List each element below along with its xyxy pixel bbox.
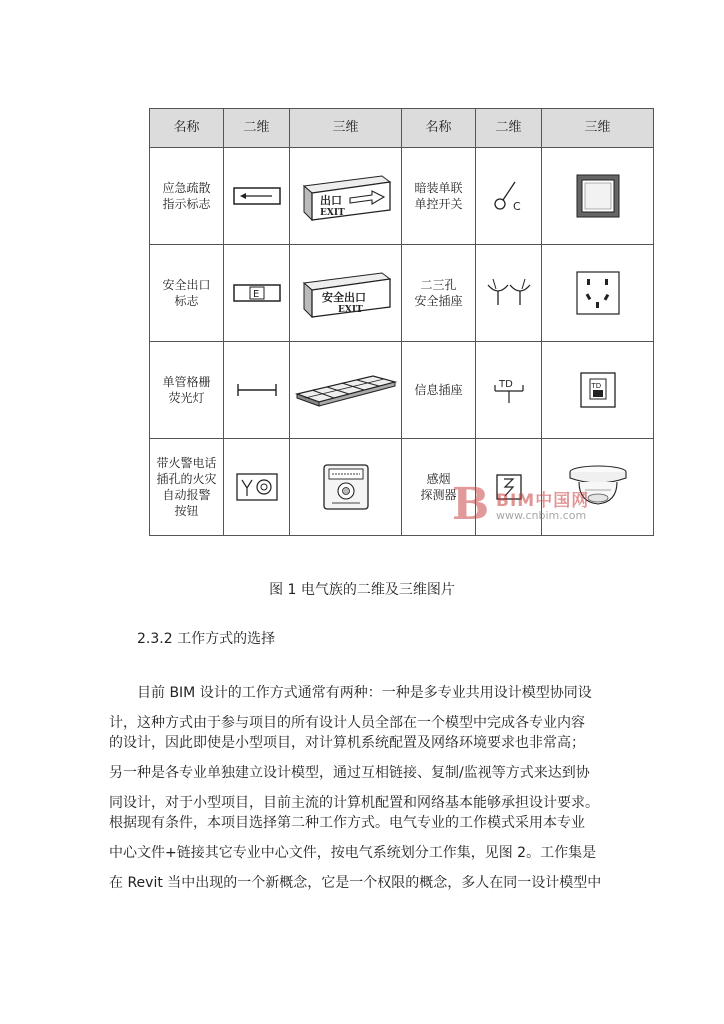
lamp-3d-cell: [290, 342, 402, 439]
watermark-url: www.cnbim.com: [496, 509, 587, 522]
info-socket-2d-cell: [476, 342, 542, 439]
switch-2d-cell: [476, 148, 542, 245]
bim-watermark: [452, 479, 612, 532]
table-row: [150, 342, 654, 439]
safety-exit-2d-cell: [224, 245, 290, 342]
socket-plate-3d-icon: [573, 268, 623, 318]
fluorescent-lamp-2d-icon: [234, 382, 280, 398]
safety-exit-2d-letter: E: [252, 289, 259, 300]
switch-3d-cell: [542, 148, 654, 245]
section-heading: 2.3.2 工作方式的选择: [137, 631, 276, 647]
grille-lamp-3d-icon: [293, 370, 399, 410]
emergency-sign-2d-cell: [224, 148, 290, 245]
switch-plate-3d-icon: [573, 171, 623, 221]
safety-exit-3d-cell: [290, 245, 402, 342]
emergency-sign-3d-cell: [290, 148, 402, 245]
switch-2d-icon: [487, 174, 531, 218]
name-emergency-evacuation-sign: 应急疏散 指示标志: [150, 148, 224, 245]
switch-2d-letter: C: [512, 200, 521, 213]
name-information-socket: 信息插座: [402, 342, 476, 439]
info-socket-plate-3d-icon: [578, 370, 618, 410]
paragraph-line: 同设计，对于小型项目，目前主流的计算机配置和网络基本能够承担设计要求。: [109, 795, 599, 811]
name-fire-alarm-button: 带火警电话 插孔的火灾 自动报警 按钮: [150, 439, 224, 536]
exit-sign-cn-text: 出口: [319, 194, 342, 207]
table-header-row: [150, 109, 654, 148]
safety-exit-cn-text: 安全出口: [321, 291, 366, 304]
emergency-arrow-2d-icon: [232, 185, 282, 207]
name-safety-exit-sign: 安全出口 标志: [150, 245, 224, 342]
table-row: [150, 148, 654, 245]
header-3d-left: 三维: [290, 109, 402, 148]
paragraph-line: 中心文件+链接其它专业中心文件，按电气系统划分工作集，见图 2。工作集是: [109, 845, 597, 861]
safety-exit-sign-3d-icon: [296, 265, 396, 321]
header-name-right: 名称: [402, 109, 476, 148]
table-row: [150, 245, 654, 342]
socket-2d-cell: [476, 245, 542, 342]
watermark-logo-letter: B: [452, 479, 490, 530]
paragraph-line: 目前 BIM 设计的工作方式通常有两种：一种是多专业共用设计模型协同设: [137, 685, 592, 701]
header-name-left: 名称: [150, 109, 224, 148]
paragraph-line: 的设计，因此即使是小型项目，对计算机系统配置及网络环境要求也非常高；: [109, 735, 585, 751]
watermark-name: BIM中国网: [496, 491, 590, 511]
fire-alarm-button-3d-icon: [320, 461, 372, 513]
exit-sign-en-text: EXIT: [319, 208, 345, 218]
figure-caption: 图 1 电气族的二维及三维图片: [269, 582, 455, 598]
fire-alarm-button-2d-icon: [235, 472, 279, 502]
electrical-symbol-table: [149, 108, 654, 536]
name-2-3-pin-safety-socket: 二三孔 安全插座: [402, 245, 476, 342]
safety-exit-2d-icon: [232, 282, 282, 304]
header-3d-right: 三维: [542, 109, 654, 148]
paragraph-line: 另一种是各专业单独建立设计模型，通过互相链接、复制/监视等方式来达到协: [109, 765, 590, 781]
socket-2d-icon: [484, 275, 534, 311]
name-smoke-detector: 感烟 探测器: [402, 439, 476, 536]
alarm-3d-cell: [290, 439, 402, 536]
paragraph-line: 在 Revit 当中出现的一个新概念，它是一个权限的概念，多人在同一设计模型中: [109, 875, 602, 891]
safety-exit-en-text: EXIT: [337, 305, 363, 315]
socket-3d-cell: [542, 245, 654, 342]
header-2d-right: 二维: [476, 109, 542, 148]
info-socket-3d-text: TD: [591, 382, 601, 390]
paragraph-line: 计，这种方式由于参与项目的所有设计人员全部在一个模型中完成各专业内容: [109, 715, 585, 731]
info-socket-2d-text: TD: [498, 379, 513, 390]
alarm-2d-cell: [224, 439, 290, 536]
header-2d-left: 二维: [224, 109, 290, 148]
lamp-2d-cell: [224, 342, 290, 439]
exit-sign-3d-icon: [296, 168, 396, 224]
info-socket-3d-cell: [542, 342, 654, 439]
name-flush-single-switch: 暗装单联 单控开关: [402, 148, 476, 245]
info-socket-2d-icon: [489, 373, 529, 407]
paragraph-line: 根据现有条件，本项目选择第二种工作方式。电气专业的工作模式采用本专业: [109, 815, 585, 831]
name-grille-fluorescent-lamp: 单管格栅 荧光灯: [150, 342, 224, 439]
